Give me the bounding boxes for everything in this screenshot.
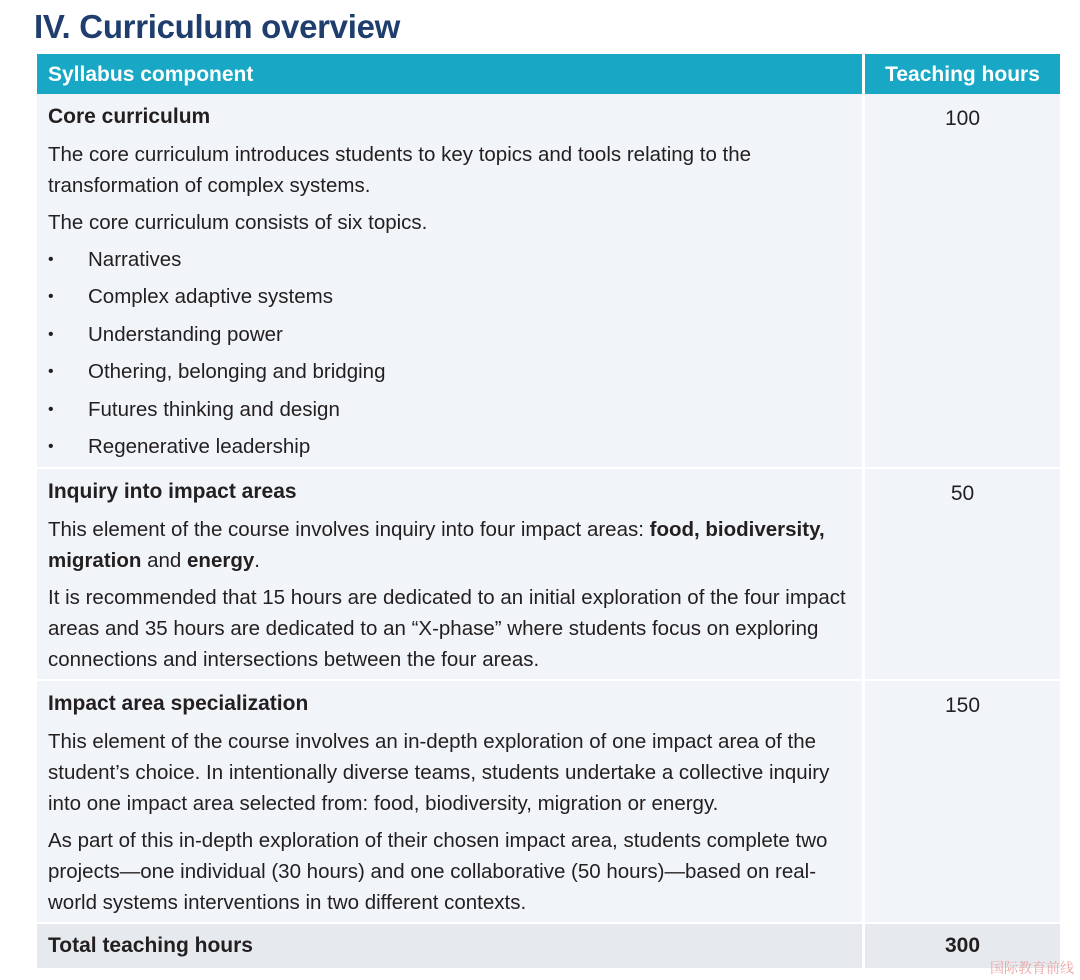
table-row-total (37, 924, 1060, 968)
table-row-specialization (37, 681, 1060, 924)
header-syllabus-component: Syllabus component (37, 54, 865, 94)
list-item: • Complex adaptive systems (48, 281, 862, 312)
row-title: Impact area specialization (48, 692, 309, 715)
row-description: The core curriculum introduces students to key topics and tools relating to the transformation of complex systems. (48, 143, 752, 197)
impact-areas-bold: food, biodiversity, migration (48, 518, 825, 572)
hours-cell: 150 (944, 694, 981, 717)
page-title: IV. Curriculum overview (34, 8, 401, 45)
watermark: 国际教育前线 (990, 961, 1074, 977)
list-item: • Narratives (48, 244, 862, 275)
list-item: • Othering, belonging and bridging (48, 356, 862, 387)
header-teaching-hours: Teaching hours (885, 63, 1040, 86)
list-item: • Futures thinking and design (48, 394, 862, 425)
hours-cell: 50 (950, 482, 975, 505)
row-description (48, 514, 862, 576)
list-item: • Regenerative leadership (48, 431, 862, 462)
row-title: Core curriculum (48, 105, 211, 128)
description-text: . (254, 549, 260, 572)
row-description: As part of this in-depth exploration of their chosen impact area, students complete two projects—one individual (30 hours) and one collaborative (50 hours)—based on real-world systems interventions in two different contexts. (48, 829, 828, 914)
row-description: It is recommended that 15 hours are dedicated to an initial exploration of the four impact areas and 35 hours are dedicated to an “X-phase” where students focus on exploring connections and intersections between the four areas. (48, 586, 846, 671)
energy-bold: energy (187, 549, 255, 572)
description-text: and (141, 549, 188, 572)
hours-cell: 100 (944, 107, 981, 130)
row-title: Inquiry into impact areas (48, 480, 297, 503)
table-row-core-curriculum (37, 94, 1060, 469)
description-text: This element of the course involves inquiry into four impact areas: (48, 518, 650, 541)
curriculum-table (37, 54, 1060, 968)
list-item: • Understanding power (48, 319, 862, 350)
total-value: 300 (944, 934, 981, 957)
component-cell (37, 94, 865, 467)
table-header-row (37, 54, 1060, 94)
component-cell (37, 681, 865, 922)
topic-list (48, 244, 862, 462)
row-description: This element of the course involves an in-depth exploration of one impact area of the student’s choice. In intentionally diverse teams, students undertake a collective inquiry into one impact area selected from: food, biodiversity, migration or energy. (48, 730, 830, 815)
component-cell (37, 469, 865, 679)
table-row-inquiry (37, 469, 1060, 681)
row-description: The core curriculum consists of six topics. (48, 211, 428, 234)
total-label: Total teaching hours (37, 924, 865, 968)
